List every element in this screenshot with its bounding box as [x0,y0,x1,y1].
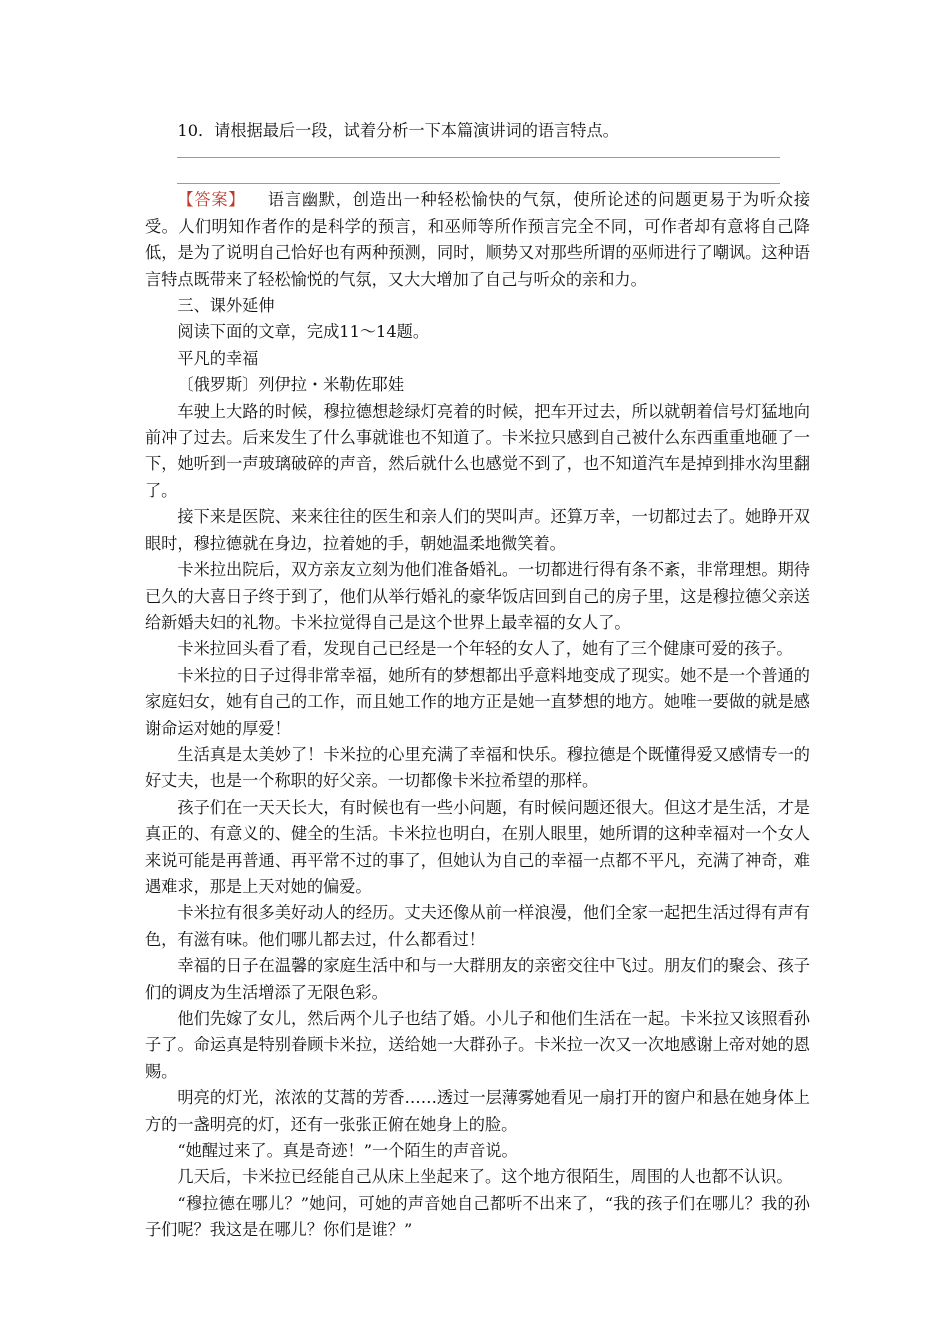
answer-text: 语言幽默，创造出一种轻松愉快的气氛，使所论述的问题更易于为听众接受。人们明知作者作的是科学的预言，和巫师等所作预言完全不同，可作者却有意将自己降低，是为了说明自己恰好也有两种预测，同时，顺势又对那些所谓的巫师进行了嘲讽。这种语言特点既带来了轻松愉悦的气氛，又大大增加了自己与听众的亲和力。 [145,190,811,289]
article-paragraph: “穆拉德在哪儿？”她问，可她的声音她自己都听不出来了，“我的孩子们在哪儿？我的孙子们呢？我这是在哪儿？你们是谁？” [145,1193,810,1240]
article-paragraph: 卡米拉回头看了看，发现自己已经是一个年轻的女人了，她有了三个健康可爱的孩子。 [177,639,793,659]
article-paragraph: 明亮的灯光，浓浓的艾蒿的芳香……透过一层薄雾她看见一扇打开的窗户和悬在她身体上方的一盏明亮的灯，还有一张张正俯在她身上的脸。 [145,1088,810,1134]
section-instruction: 阅读下面的文章，完成11～14题。 [177,322,430,342]
article-title: 平凡的幸福 [177,348,259,368]
article-paragraph: 接下来是医院、来来往往的医生和亲人们的哭叫声。还算万幸，一切都过去了。她睁开双眼时，穆拉德就在身边，拉着她的手，朝她温柔地微笑着。 [145,507,810,553]
article-paragraph: 生活真是太美妙了！卡米拉的心里充满了幸福和快乐。穆拉德是个既懂得爱又感情专一的好丈夫，也是一个称职的好父亲。一切都像卡米拉希望的那样。 [145,744,810,791]
article-paragraph: 孩子们在一天天长大，有时候也有一些小问题，有时候问题还很大。但这才是生活，才是真正的、有意义的、健全的生活。卡米拉也明白，在别人眼里，她所谓的这种幸福对一个女人来说可能是再普通、再平常不过的事了，但她认为自己的幸福一点都不平凡，充满了神奇，难遇难求，那是上天对她的偏爱。 [145,797,810,896]
article-paragraph: 他们先嫁了女儿，然后两个儿子也结了婚。小儿子和他们生活在一起。卡米拉又该照看孙子了。命运真是特别眷顾卡米拉，送给她一大群孙子。卡米拉一次又一次地感谢上帝对她的恩赐。 [145,1009,810,1081]
document-body [145,118,810,1244]
section-heading: 三、课外延伸 [177,296,275,316]
question-10: 10．请根据最后一段，试着分析一下本篇演讲词的语言特点。 [177,121,619,140]
answer-blank-line [177,183,780,184]
article-paragraph: 卡米拉的日子过得非常幸福，她所有的梦想都出乎意料地变成了现实。她不是一个普通的家庭妇女，她有自己的工作，而且她工作的地方正是她一直梦想的地方。她唯一要做的就是感谢命运对她的厚爱！ [145,665,810,738]
answer-tag: 【答案】 [177,190,246,210]
article-paragraph: 幸福的日子在温馨的家庭生活中和与一大群朋友的亲密交往中飞过。朋友们的聚会、孩子们的调皮为生活增添了无限色彩。 [145,956,810,1002]
answer-blank-line [177,157,780,158]
article-paragraph: 车驶上大路的时候，穆拉德想趁绿灯亮着的时候，把车开过去，所以就朝着信号灯猛地向前冲了过去。后来发生了什么事就谁也不知道了。卡米拉只感到自己被什么东西重重地砸了一下，她听到一声玻璃破碎的声音，然后就什么也感觉不到了，也不知道汽车是掉到排水沟里翻了。 [145,401,810,500]
article-paragraph: 几天后，卡米拉已经能自己从床上坐起来了。这个地方很陌生，周围的人也都不认识。 [177,1167,793,1187]
article-paragraph: “她醒过来了。真是奇迹！”一个陌生的声音说。 [177,1141,518,1161]
article-paragraph: 卡米拉出院后，双方亲友立刻为他们准备婚礼。一切都进行得有条不紊，非常理想。期待已久的大喜日子终于到了，他们从举行婚礼的豪华饭店回到自己的房子里，这是穆拉德父亲送给新婚夫妇的礼物。卡米拉觉得自己是这个世界上最幸福的女人了。 [145,560,810,632]
article-author: 〔俄罗斯〕列伊拉・米勒佐耶娃 [177,375,405,395]
article-paragraph: 卡米拉有很多美好动人的经历。丈夫还像从前一样浪漫，他们全家一起把生活过得有声有色，有滋有味。他们哪儿都去过，什么都看过！ [145,903,810,949]
answer-paragraph [145,187,810,293]
